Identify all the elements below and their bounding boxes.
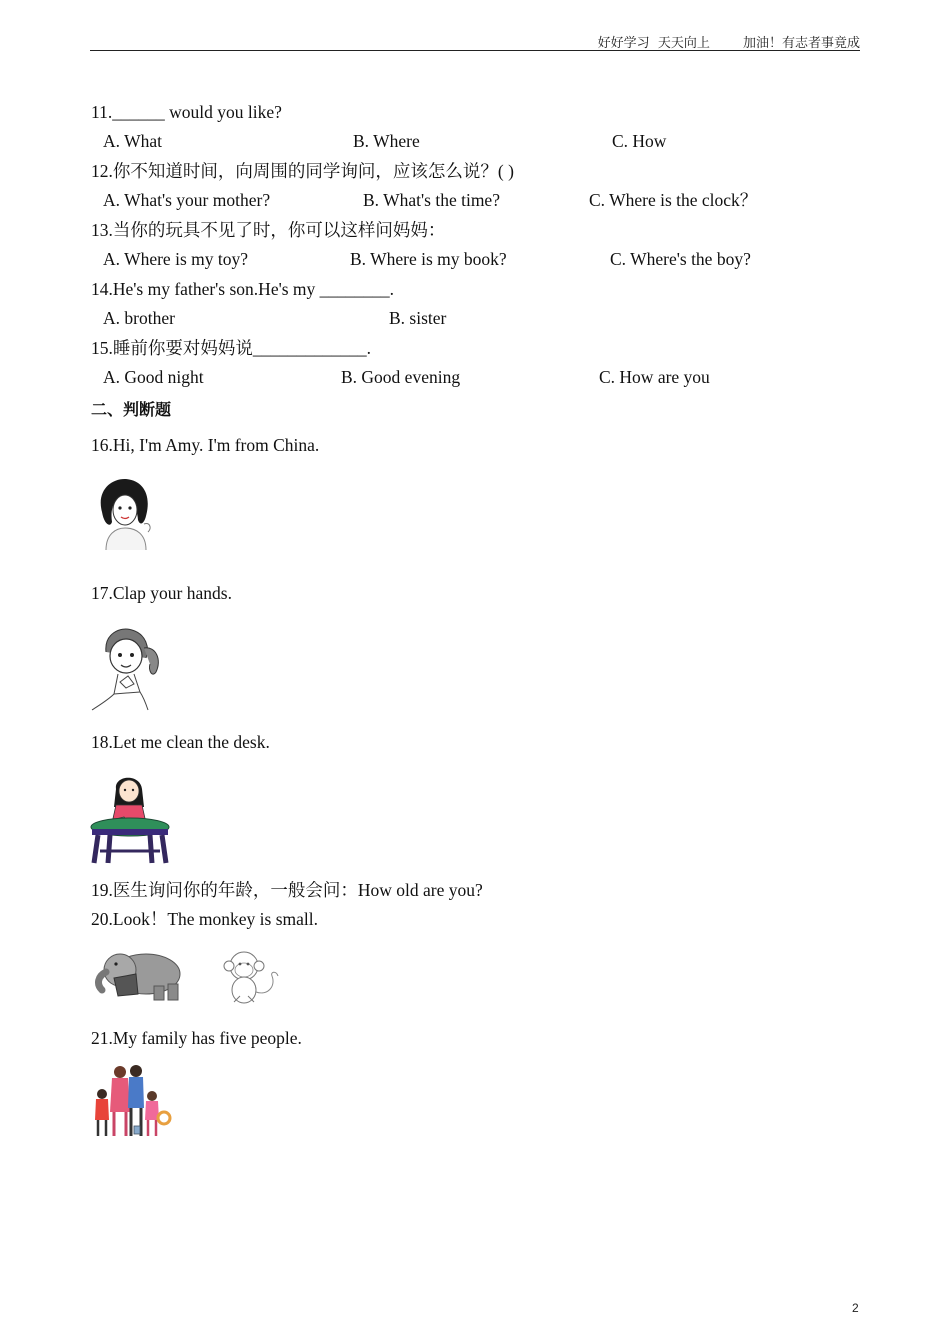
page-header — [90, 30, 860, 51]
question-14-option-b: B. sister — [389, 308, 447, 328]
question-19-text: 19.医生询问你的年龄，一般会问：How old are you? — [91, 880, 483, 900]
question-15-stem: 15.睡前你要对妈妈说_____________. — [91, 338, 371, 358]
question-11-option-c: C. How — [612, 131, 667, 151]
page-number: 2 — [852, 1301, 859, 1315]
question-20-text: 20.Look！The monkey is small. — [91, 909, 318, 929]
question-15-option-a: A. Good night — [103, 367, 204, 387]
question-17-text: 17.Clap your hands. — [91, 583, 232, 603]
question-12-stem: 12.你不知道时间，向周围的同学询问，应该怎么说？( ) — [91, 161, 514, 181]
question-13-option-b: B. Where is my book? — [350, 249, 507, 269]
question-16-text: 16.Hi, I'm Amy. I'm from China. — [91, 435, 320, 455]
question-11-option-a: A. What — [103, 131, 162, 151]
girl-clapping-picture — [90, 626, 166, 712]
question-12-option-c: C. Where is the clock？ — [589, 190, 758, 210]
girl-cleaning-desk-picture — [90, 771, 170, 865]
question-15-option-c: C. How are you — [599, 367, 710, 387]
question-11-stem: 11.______ would you like? — [91, 102, 282, 122]
question-11-option-b: B. Where — [353, 131, 420, 151]
section-title-judge: 二、判断题 — [91, 400, 172, 419]
question-14-option-a: A. brother — [103, 308, 175, 328]
family-picture — [90, 1064, 172, 1138]
monkey-picture — [218, 946, 280, 1006]
question-14-stem: 14.He's my father's son.He's my ________. — [91, 279, 395, 299]
question-13-option-a: A. Where is my toy? — [103, 249, 248, 269]
question-13-option-c: C. Where's the boy? — [610, 249, 751, 269]
question-18-text: 18.Let me clean the desk. — [91, 732, 270, 752]
question-12-option-a: A. What's your mother? — [103, 190, 271, 210]
question-15-option-b: B. Good evening — [341, 367, 461, 387]
question-12-option-b: B. What's the time? — [363, 190, 500, 210]
elephant-picture — [94, 948, 184, 1004]
header-slogan: 好好学习 天天向上 加油！有志者事竟成 — [597, 36, 860, 51]
girl-amy-picture — [92, 476, 156, 550]
question-21-text: 21.My family has five people. — [91, 1028, 302, 1048]
question-13-stem: 13.当你的玩具不见了时，你可以这样问妈妈： — [91, 220, 446, 240]
